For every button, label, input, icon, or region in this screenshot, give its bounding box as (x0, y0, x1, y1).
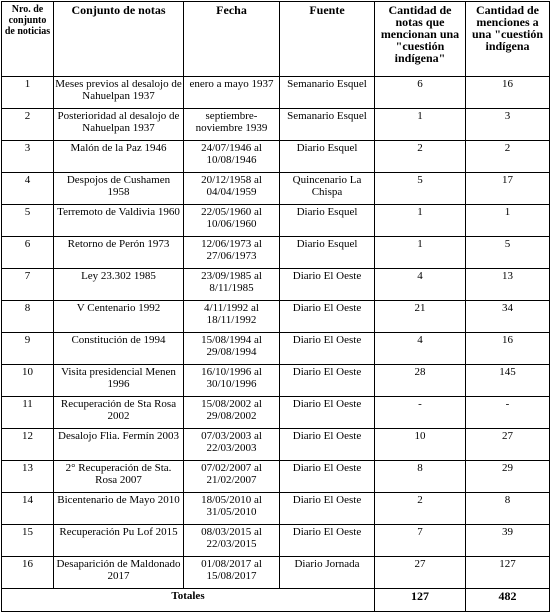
cell-fecha: 18/05/2010 al 31/05/2010 (184, 493, 280, 525)
header-nro: Nro. de conjunto de noticias (2, 2, 54, 77)
cell-fuente: Diario Esquel (280, 141, 375, 173)
cell-menciones: 5 (466, 237, 550, 269)
cell-nro: 8 (2, 301, 54, 333)
table-row (2, 333, 550, 365)
cell-fecha: enero a mayo 1937 (184, 77, 280, 109)
cell-fuente: Diario El Oeste (280, 333, 375, 365)
cell-notas: 4 (375, 333, 466, 365)
cell-conjunto: Posterioridad al desalojo de Nahuelpan 1937 (54, 109, 184, 141)
cell-conjunto: Terremoto de Valdivia 1960 (54, 205, 184, 237)
cell-nro: 11 (2, 397, 54, 429)
table-row (2, 237, 550, 269)
cell-fuente: Diario El Oeste (280, 429, 375, 461)
cell-menciones: 16 (466, 333, 550, 365)
cell-nro: 10 (2, 365, 54, 397)
table-row (2, 493, 550, 525)
cell-fecha: 20/12/1958 al 04/04/1959 (184, 173, 280, 205)
cell-notas: 8 (375, 461, 466, 493)
cell-fecha: 4/11/1992 al 18/11/1992 (184, 301, 280, 333)
cell-menciones: 127 (466, 557, 550, 589)
cell-notas: - (375, 397, 466, 429)
cell-conjunto: Malón de la Paz 1946 (54, 141, 184, 173)
cell-notas: 28 (375, 365, 466, 397)
cell-notas: 2 (375, 141, 466, 173)
cell-fuente: Quincenario La Chispa (280, 173, 375, 205)
cell-fuente: Diario El Oeste (280, 493, 375, 525)
cell-conjunto: Retorno de Perón 1973 (54, 237, 184, 269)
table-row (2, 141, 550, 173)
cell-notas: 5 (375, 173, 466, 205)
cell-conjunto: 2° Recuperación de Sta. Rosa 2007 (54, 461, 184, 493)
cell-fuente: Diario El Oeste (280, 301, 375, 333)
cell-fuente: Semanario Esquel (280, 109, 375, 141)
cell-fecha: septiembre-noviembre 1939 (184, 109, 280, 141)
cell-nro: 12 (2, 429, 54, 461)
table-row (2, 365, 550, 397)
cell-fecha: 07/03/2003 al 22/03/2003 (184, 429, 280, 461)
cell-fuente: Diario El Oeste (280, 525, 375, 557)
table-row (2, 557, 550, 589)
cell-conjunto: Meses previos al desalojo de Nahuelpan 1937 (54, 77, 184, 109)
table-row (2, 173, 550, 205)
cell-menciones: - (466, 397, 550, 429)
table-row (2, 461, 550, 493)
cell-nro: 9 (2, 333, 54, 365)
totals-label: Totales (2, 589, 375, 612)
cell-nro: 16 (2, 557, 54, 589)
cell-fuente: Semanario Esquel (280, 77, 375, 109)
totals-row (2, 589, 550, 612)
cell-conjunto: Despojos de Cushamen 1958 (54, 173, 184, 205)
cell-fuente: Diario El Oeste (280, 365, 375, 397)
cell-notas: 27 (375, 557, 466, 589)
cell-fecha: 15/08/2002 al 29/08/2002 (184, 397, 280, 429)
cell-menciones: 29 (466, 461, 550, 493)
cell-conjunto: Desaparición de Maldonado 2017 (54, 557, 184, 589)
cell-fuente: Diario El Oeste (280, 397, 375, 429)
cell-fuente: Diario Esquel (280, 237, 375, 269)
cell-nro: 3 (2, 141, 54, 173)
table-row (2, 301, 550, 333)
cell-fecha: 12/06/1973 al 27/06/1973 (184, 237, 280, 269)
cell-menciones: 8 (466, 493, 550, 525)
cell-notas: 2 (375, 493, 466, 525)
cell-notas: 7 (375, 525, 466, 557)
header-menciones: Cantidad de menciones a una "cuestión indígena (466, 2, 550, 77)
cell-nro: 5 (2, 205, 54, 237)
cell-notas: 1 (375, 205, 466, 237)
cell-menciones: 27 (466, 429, 550, 461)
header-row (2, 2, 550, 77)
cell-notas: 1 (375, 109, 466, 141)
cell-menciones: 17 (466, 173, 550, 205)
cell-conjunto: Ley 23.302 1985 (54, 269, 184, 301)
cell-menciones: 13 (466, 269, 550, 301)
cell-nro: 1 (2, 77, 54, 109)
table-row (2, 525, 550, 557)
table-row (2, 205, 550, 237)
cell-conjunto: Visita presidencial Menen 1996 (54, 365, 184, 397)
cell-nro: 15 (2, 525, 54, 557)
cell-nro: 7 (2, 269, 54, 301)
cell-nro: 6 (2, 237, 54, 269)
cell-notas: 1 (375, 237, 466, 269)
cell-nro: 4 (2, 173, 54, 205)
news-sets-table (1, 1, 550, 612)
cell-fecha: 15/08/1994 al 29/08/1994 (184, 333, 280, 365)
cell-fecha: 07/02/2007 al 21/02/2007 (184, 461, 280, 493)
table-row (2, 429, 550, 461)
cell-fecha: 16/10/1996 al 30/10/1996 (184, 365, 280, 397)
table-row (2, 269, 550, 301)
cell-fecha: 08/03/2015 al 22/03/2015 (184, 525, 280, 557)
cell-conjunto: V Centenario 1992 (54, 301, 184, 333)
cell-conjunto: Recuperación de Sta Rosa 2002 (54, 397, 184, 429)
cell-fecha: 24/07/1946 al 10/08/1946 (184, 141, 280, 173)
table-row (2, 109, 550, 141)
cell-conjunto: Constitución de 1994 (54, 333, 184, 365)
cell-fuente: Diario El Oeste (280, 269, 375, 301)
totals-notas: 127 (375, 589, 466, 612)
cell-notas: 21 (375, 301, 466, 333)
cell-fuente: Diario El Oeste (280, 461, 375, 493)
header-fecha: Fecha (184, 2, 280, 77)
table-row (2, 77, 550, 109)
header-conjunto: Conjunto de notas (54, 2, 184, 77)
cell-conjunto: Desalojo Flia. Fermín 2003 (54, 429, 184, 461)
table-row (2, 397, 550, 429)
cell-notas: 6 (375, 77, 466, 109)
cell-conjunto: Recuperación Pu Lof 2015 (54, 525, 184, 557)
cell-fecha: 01/08/2017 al 15/08/2017 (184, 557, 280, 589)
cell-notas: 4 (375, 269, 466, 301)
totals-menciones: 482 (466, 589, 550, 612)
cell-fecha: 22/05/1960 al 10/06/1960 (184, 205, 280, 237)
cell-menciones: 145 (466, 365, 550, 397)
cell-menciones: 3 (466, 109, 550, 141)
cell-fuente: Diario Esquel (280, 205, 375, 237)
header-fuente: Fuente (280, 2, 375, 77)
cell-conjunto: Bicentenario de Mayo 2010 (54, 493, 184, 525)
cell-menciones: 1 (466, 205, 550, 237)
cell-nro: 13 (2, 461, 54, 493)
cell-menciones: 2 (466, 141, 550, 173)
cell-nro: 14 (2, 493, 54, 525)
cell-fecha: 23/09/1985 al 8/11/1985 (184, 269, 280, 301)
cell-menciones: 16 (466, 77, 550, 109)
cell-menciones: 39 (466, 525, 550, 557)
cell-fuente: Diario Jornada (280, 557, 375, 589)
header-notas: Cantidad de notas que mencionan una "cuestión indígena" (375, 2, 466, 77)
cell-menciones: 34 (466, 301, 550, 333)
cell-notas: 10 (375, 429, 466, 461)
cell-nro: 2 (2, 109, 54, 141)
